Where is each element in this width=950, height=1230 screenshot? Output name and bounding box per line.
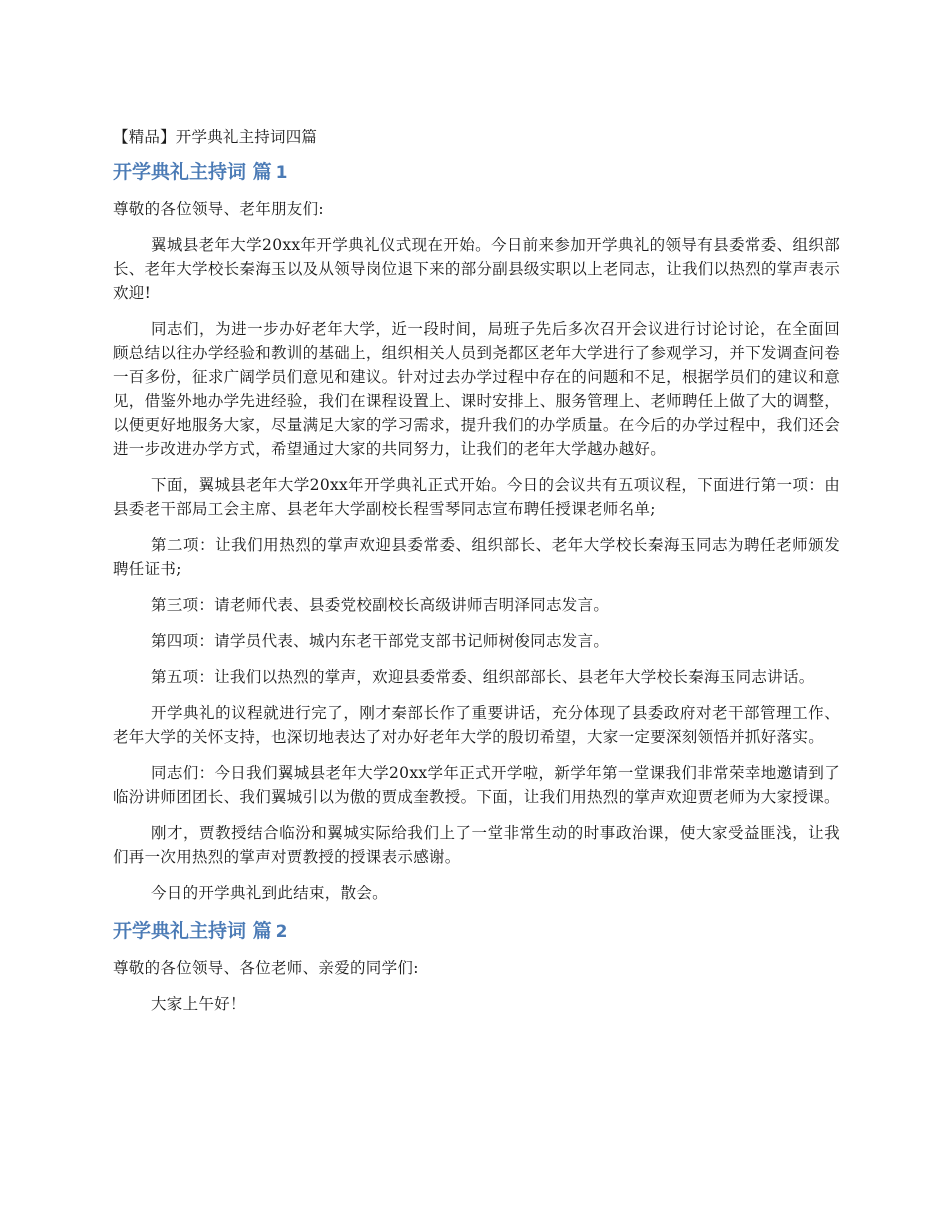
section-1: [113, 158, 840, 905]
paragraph: 第三项：请老师代表、县委党校副校长高级讲师吉明泽同志发言。: [150, 596, 610, 614]
paragraph: 下面，翼城县老年大学20xx年开学典礼正式开始。今日的会议共有五项议程，下面进行第一项：由县委老干部局工会主席、县老年大学副校长程雪琴同志宣布聘任授课老师名单;: [113, 476, 840, 518]
paragraph: 第二项：让我们用热烈的掌声欢迎县委常委、组织部长、老年大学校长秦海玉同志为聘任老师颁发聘任证书;: [113, 536, 840, 578]
paragraph: 大家上午好！: [150, 995, 246, 1013]
salutation: 尊敬的各位领导、各位老师、亲爱的同学们:: [113, 959, 419, 977]
section-heading-number: 2: [275, 922, 288, 942]
section-heading: [113, 158, 840, 187]
paragraph: 同志们：今日我们翼城县老年大学20xx学年正式开学啦，新学年第一堂课我们非常荣幸地邀请到了临汾讲师团团长、我们翼城引以为傲的贾成奎教授。下面，让我们用热烈的掌声欢迎贾老师为大家授课。: [113, 764, 840, 806]
section-heading-text: 开学典礼主持词 篇: [113, 161, 272, 183]
paragraph: 今日的开学典礼到此结束，散会。: [150, 884, 388, 902]
section-2: [113, 917, 840, 1016]
paragraph: 翼城县老年大学20xx年开学典礼仪式现在开始。今日前来参加开学典礼的领导有县委常委、组织部长、老年大学校长秦海玉以及从领导岗位退下来的部分副县级实职以上老同志，让我们以热烈的掌声表示欢迎!: [113, 236, 840, 302]
salutation: 尊敬的各位领导、老年朋友们:: [113, 200, 324, 218]
document-page: [113, 124, 840, 1028]
section-heading-number: 1: [275, 163, 288, 183]
section-heading-text: 开学典礼主持词 篇: [113, 920, 272, 942]
paragraph: 刚才，贾教授结合临汾和翼城实际给我们上了一堂非常生动的时事政治课，使大家受益匪浅，让我们再一次用热烈的掌声对贾教授的授课表示感谢。: [113, 824, 840, 866]
section-heading: [113, 917, 840, 946]
paragraph: 同志们，为进一步办好老年大学，近一段时间，局班子先后多次召开会议进行讨论讨论，在全面回顾总结以往办学经验和教训的基础上，组织相关人员到尧都区老年大学进行了参观学习，并下发调查问卷一百多份，征求广阔学员们意见和建议。针对过去办学过程中存在的问题和不足，根据学员们的建议和意见，借鉴外地办学先进经验，我们在课程设置上、课时安排上、服务管理上、老师聘任上做了大的调整，以便更好地服务大家，尽量满足大家的学习需求，提升我们的办学质量。在今后的办学过程中，我们还会进一步改进办学方式，希望通过大家的共同努力，让我们的老年大学越办越好。: [113, 320, 840, 458]
paragraph: 第四项：请学员代表、城内东老干部党支部书记师树俊同志发言。: [150, 632, 610, 650]
document-title: 【精品】开学典礼主持词四篇: [113, 128, 318, 146]
paragraph: 开学典礼的议程就进行完了，刚才秦部长作了重要讲话，充分体现了县委政府对老干部管理工作、老年大学的关怀支持，也深切地表达了对办好老年大学的殷切希望，大家一定要深刻领悟并抓好落实。: [113, 704, 840, 746]
paragraph: 第五项：让我们以热烈的掌声，欢迎县委常委、组织部部长、县老年大学校长秦海玉同志讲话。: [150, 668, 815, 686]
